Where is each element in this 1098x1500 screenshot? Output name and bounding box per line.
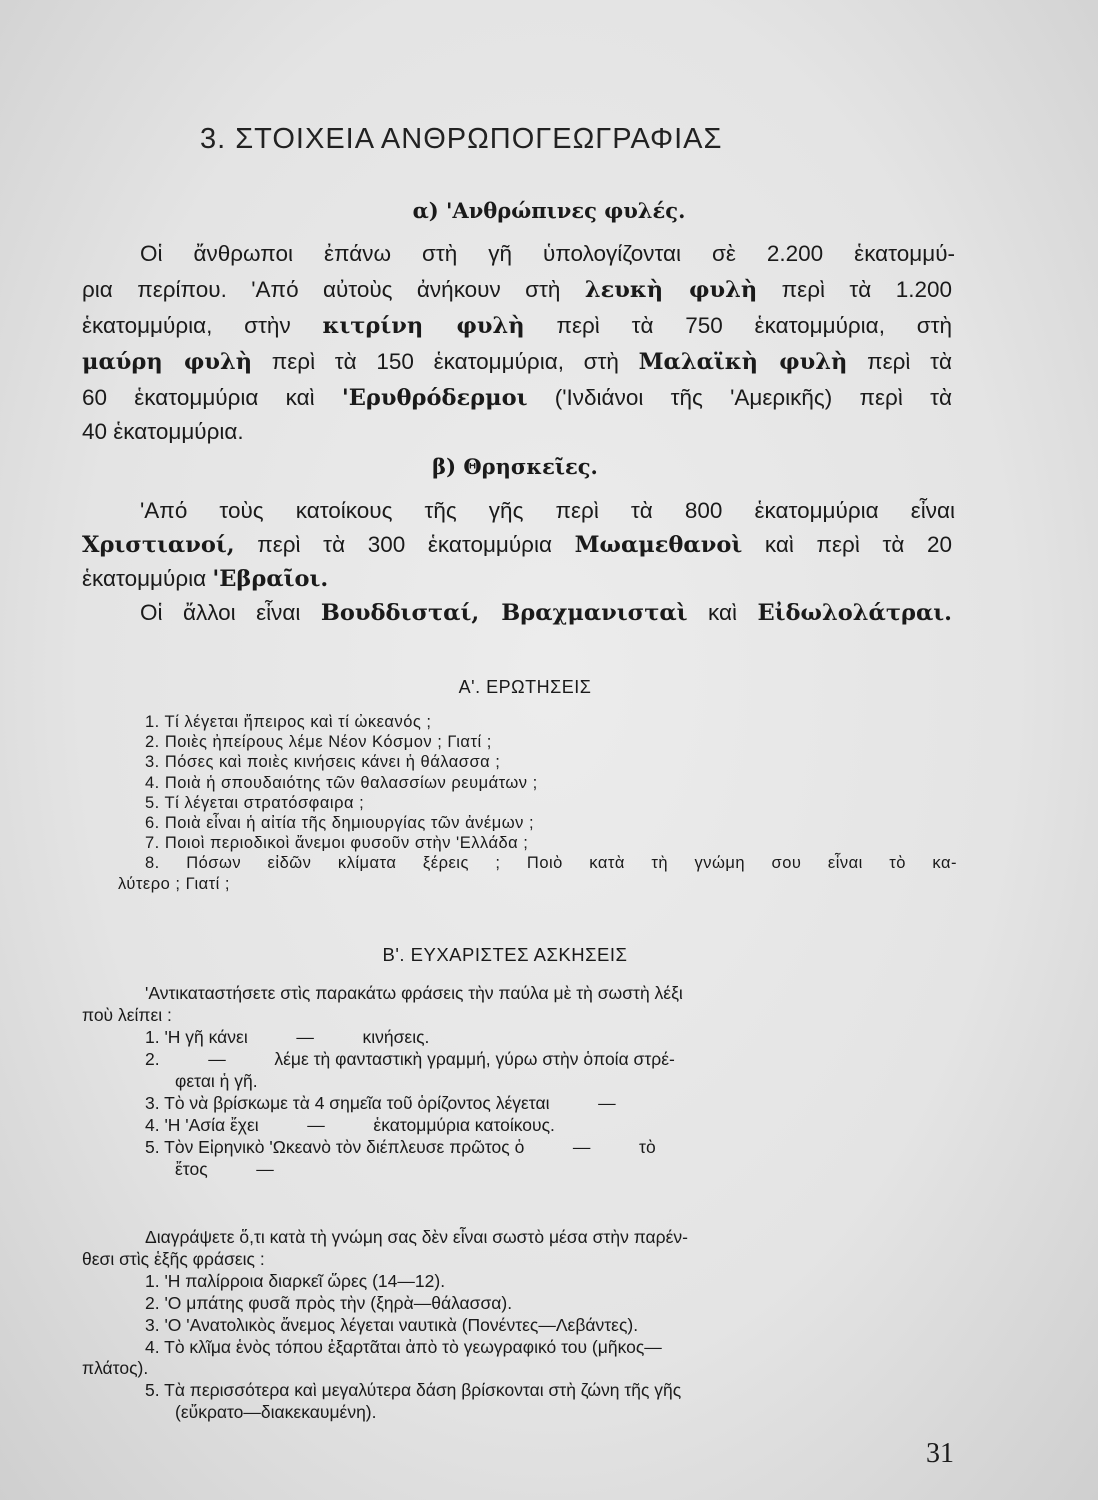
bold-term: 'Ερυθρόδερμοι (341, 385, 528, 411)
text-segment: ἑκατομμύρια, στὴν (82, 313, 323, 338)
paragraph-line (140, 500, 955, 523)
exercises-heading: Β'. ΕΥΧΑΡΙΣΤΕΣ ΑΣΚΗΣΕΙΣ (382, 944, 628, 965)
question-item: 5. Τί λέγεται στρατόσφαιρα ; (145, 793, 365, 812)
paragraph-line (82, 279, 952, 302)
bold-term: κιτρίνη φυλὴ (322, 313, 525, 339)
exercise-line: 1. 'Η γῆ κάνει — κινήσεις. (145, 1027, 430, 1047)
exercise-line: 4. 'Η 'Ασία ἔχει — ἑκατομμύρια κατοίκους. (145, 1115, 555, 1135)
exercise-line: ἔτος — (175, 1159, 274, 1179)
exercise-line: 3. 'Ο 'Ανατολικὸς ἄνεμος λέγεται ναυτικὰ (Πονέντες—Λεβάντες). (145, 1315, 639, 1335)
paragraph-line (140, 602, 952, 625)
question-item: 1. Τί λέγεται ἤπειρος καὶ τί ὠκεανός ; (145, 713, 432, 731)
bold-term: Χριστιανοί, (82, 532, 235, 558)
text-segment: καὶ περὶ τὰ 20 (742, 532, 952, 557)
paragraph-line (82, 315, 952, 338)
bold-term: Μωαμεθανοὶ (574, 532, 743, 558)
paragraph-line (82, 351, 952, 374)
paragraph-line (82, 568, 328, 591)
questions-heading: Α'. ΕΡΩΤΗΣΕΙΣ (458, 677, 592, 697)
bold-term: 'Εβραῖοι. (212, 566, 329, 592)
exercise-line: 2. 'Ο μπάτης φυσᾶ πρὸς τὴν (ξηρὰ—θάλασσα). (145, 1293, 513, 1313)
exercise-line: Διαγράψετε ὅ,τι κατὰ τὴ γνώμη σας δὲν εἶναι σωστὸ μέσα στὴν παρέν- (145, 1227, 688, 1247)
text-segment: 60 ἑκατομμύρια καὶ (82, 385, 342, 410)
bold-term: Εἰδωλολάτραι. (757, 600, 952, 626)
section-b-heading: β) Θρησκεῖες. (432, 454, 598, 479)
exercise-line: 4. Τὸ κλῖμα ἑνὸς τόπου ἐξαρτᾶται ἀπὸ τὸ γεωγραφικό του (μῆκος— (145, 1337, 662, 1357)
text-segment: περὶ τὰ 300 ἑκατομμύρια (234, 532, 575, 557)
exercise-line: 2. — λέμε τὴ φανταστικὴ γραμμή, γύρω στὴν ὁποία στρέ- (145, 1049, 675, 1069)
exercise-line: θεσι στὶς ἑξῆς φράσεις : (82, 1249, 265, 1269)
question-item: 2. Ποιὲς ἠπείρους λέμε Νέον Κόσμον ; Γιατί ; (145, 733, 492, 752)
section-a-heading: α) 'Ανθρώπινες φυλές. (412, 198, 686, 223)
question-item: 3. Πόσες καὶ ποιὲς κινήσεις κάνει ἡ θάλασσα ; (145, 753, 501, 772)
text-segment: Οἱ ἄλλοι εἶναι (140, 600, 321, 625)
exercise-line: (εὔκρατο—διακεκαυμένη). (175, 1402, 377, 1422)
bold-term: λευκὴ φυλὴ (584, 277, 758, 303)
question-item: 6. Ποιὰ εἶναι ἡ αἰτία τῆς δημιουργίας τῶν ἀνέμων ; (145, 814, 535, 832)
question-item: 8. Πόσων εἰδῶν κλίματα ξέρεις ; Ποιὸ κατὰ τὴ γνώμη σου εἶναι τὸ κα- (145, 854, 957, 873)
text-segment: ('Ινδιάνοι τῆς 'Αμερικῆς) περὶ τὰ (527, 385, 952, 410)
text-segment: περὶ τὰ (847, 349, 952, 374)
paragraph-line (82, 421, 244, 444)
text-segment: καὶ (687, 600, 758, 625)
question-item: 4. Ποιὰ ἡ σπουδαιότης τῶν θαλασσίων ρευμάτων ; (145, 773, 538, 792)
paragraph-line (140, 243, 955, 266)
exercise-line: πλάτος). (82, 1358, 149, 1378)
exercise-line: ποὺ λείπει : (82, 1005, 172, 1025)
bold-term: Μαλαϊκὴ φυλὴ (638, 349, 848, 375)
exercise-line: φεται ἡ γῆ. (175, 1071, 258, 1091)
text-segment: ἑκατομμύρια (82, 566, 213, 591)
text-segment: 'Από τοὺς κατοίκους τῆς γῆς περὶ τὰ 800 ἑκατομμύρια εἶναι (140, 498, 955, 523)
text-segment: Οἱ ἄνθρωποι ἐπάνω στὴ γῆ ὑπολογίζονται σὲ 2.200 ἑκατομμύ- (140, 241, 955, 266)
exercise-line: 5. Τὰ περισσότερα καὶ μεγαλύτερα δάση βρίσκονται στὴ ζώνη τῆς γῆς (145, 1380, 682, 1400)
exercise-line: 'Αντικαταστήσετε στὶς παρακάτω φράσεις τὴν παύλα μὲ τὴ σωστὴ λέξι (145, 983, 683, 1003)
bold-term: μαύρη φυλὴ (82, 349, 253, 375)
paragraph-line (82, 534, 952, 557)
exercise-line: 5. Τὸν Εἰρηνικὸ 'Ωκεανὸ τὸν διέπλευσε πρῶτος ὁ — τὸ (145, 1137, 656, 1157)
text-segment: περὶ τὰ 750 ἑκατομμύρια, στὴ (524, 313, 953, 338)
text-segment: 40 ἑκατομμύρια. (82, 419, 244, 444)
text-segment: περὶ τὰ 150 ἑκατομμύρια, στὴ (252, 349, 639, 374)
page-title: 3. ΣΤΟΙΧΕΙΑ ΑΝΘΡΩΠΟΓΕΩΓΡΑΦΙΑΣ (200, 123, 723, 155)
exercise-line: 1. 'Η παλίρροια διαρκεῖ ὥρες (14—12). (145, 1271, 446, 1291)
text-segment: ρια περίπου. 'Από αὐτοὺς ἀνήκουν στὴ (82, 277, 585, 302)
bold-term: Βουδδισταί, Βραχμανισταὶ (320, 600, 688, 626)
exercise-line: 3. Τὸ νὰ βρίσκωμε τὰ 4 σημεῖα τοῦ ὁρίζοντος λέγεται — (145, 1093, 616, 1113)
page-number: 31 (926, 1438, 954, 1469)
question-item: 7. Ποιοὶ περιοδικοὶ ἄνεμοι φυσοῦν στὴν 'Ελλάδα ; (145, 834, 529, 853)
question-item: λύτερο ; Γιατί ; (118, 874, 231, 893)
text-segment: περὶ τὰ 1.200 (757, 277, 952, 302)
paragraph-line (82, 387, 952, 410)
